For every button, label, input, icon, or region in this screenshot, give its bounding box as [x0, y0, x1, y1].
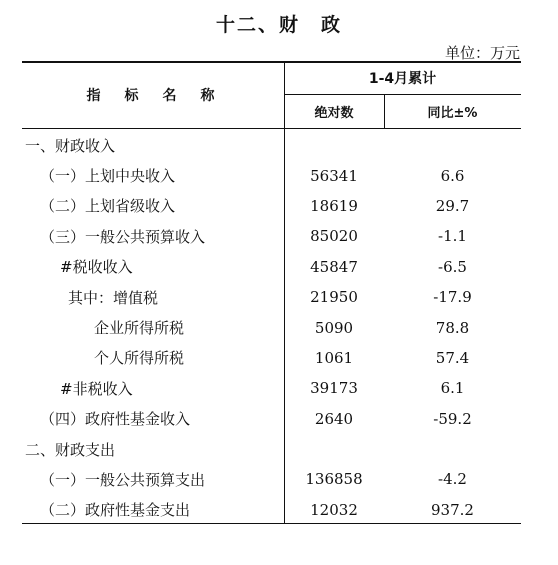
row-absolute — [284, 130, 384, 160]
page-title: 十二、财 政 — [215, 14, 342, 36]
row-absolute: 2640 — [314, 409, 354, 428]
header-yoy: 同比±% — [427, 106, 478, 121]
row-yoy: -4.2 — [438, 470, 467, 489]
row-absolute: 1061 — [314, 348, 354, 367]
row-name: 二、财政支出 — [25, 440, 116, 459]
header-absolute: 绝对数 — [314, 106, 354, 121]
table-row — [22, 191, 521, 221]
row-name: （四）政府性基金收入 — [40, 410, 191, 429]
table-row — [22, 464, 521, 494]
row-absolute: 39173 — [310, 379, 358, 398]
row-yoy — [384, 434, 521, 464]
table-row — [22, 160, 521, 190]
row-yoy: -17.9 — [433, 288, 472, 307]
table-row — [22, 312, 521, 342]
row-absolute: 45847 — [310, 257, 358, 276]
row-yoy: 78.8 — [435, 318, 470, 337]
row-name: 一、财政收入 — [25, 136, 116, 155]
row-absolute: 21950 — [310, 288, 358, 307]
row-absolute: 5090 — [314, 318, 354, 337]
row-name: #税收收入 — [60, 258, 133, 277]
row-yoy: 6.1 — [440, 379, 465, 398]
header-bottom-border — [22, 128, 521, 129]
row-name: （二）上划省级收入 — [40, 197, 176, 216]
row-name: （一）一般公共预算支出 — [40, 470, 206, 489]
table-row — [22, 343, 521, 373]
row-yoy — [384, 130, 521, 160]
table-row — [22, 252, 521, 282]
table-row — [22, 130, 521, 160]
header-period: 1-4月累计 — [368, 71, 437, 87]
row-name: （二）政府性基金支出 — [40, 501, 191, 520]
row-absolute: 56341 — [310, 166, 358, 185]
row-name: 企业所得所税 — [94, 319, 185, 338]
row-absolute: 85020 — [310, 227, 358, 246]
row-yoy: 937.2 — [431, 500, 474, 519]
table-row — [22, 373, 521, 403]
table-row — [22, 221, 521, 251]
row-absolute: 12032 — [310, 500, 358, 519]
row-name: 个人所得所税 — [94, 349, 185, 368]
table-row — [22, 282, 521, 312]
table-row — [22, 404, 521, 434]
row-yoy: -1.1 — [438, 227, 467, 246]
table-body — [22, 130, 521, 525]
row-yoy: -6.5 — [438, 257, 467, 276]
row-name: 其中：增值税 — [68, 288, 159, 307]
row-name: （三）一般公共预算收入 — [40, 227, 206, 246]
row-yoy: -59.2 — [433, 409, 472, 428]
unit-label: 单位：万元 — [444, 44, 520, 62]
table-row — [22, 495, 521, 525]
row-yoy: 6.6 — [440, 166, 465, 185]
row-yoy: 29.7 — [435, 196, 470, 215]
row-name: #非税收入 — [60, 379, 133, 398]
row-yoy: 57.4 — [435, 348, 470, 367]
row-absolute — [284, 434, 384, 464]
row-absolute: 136858 — [305, 470, 363, 489]
row-name: （一）上划中央收入 — [40, 167, 176, 186]
header-indicator-name: 指 标 名 称 — [86, 88, 220, 104]
table-row — [22, 434, 521, 464]
row-absolute: 18619 — [310, 196, 358, 215]
